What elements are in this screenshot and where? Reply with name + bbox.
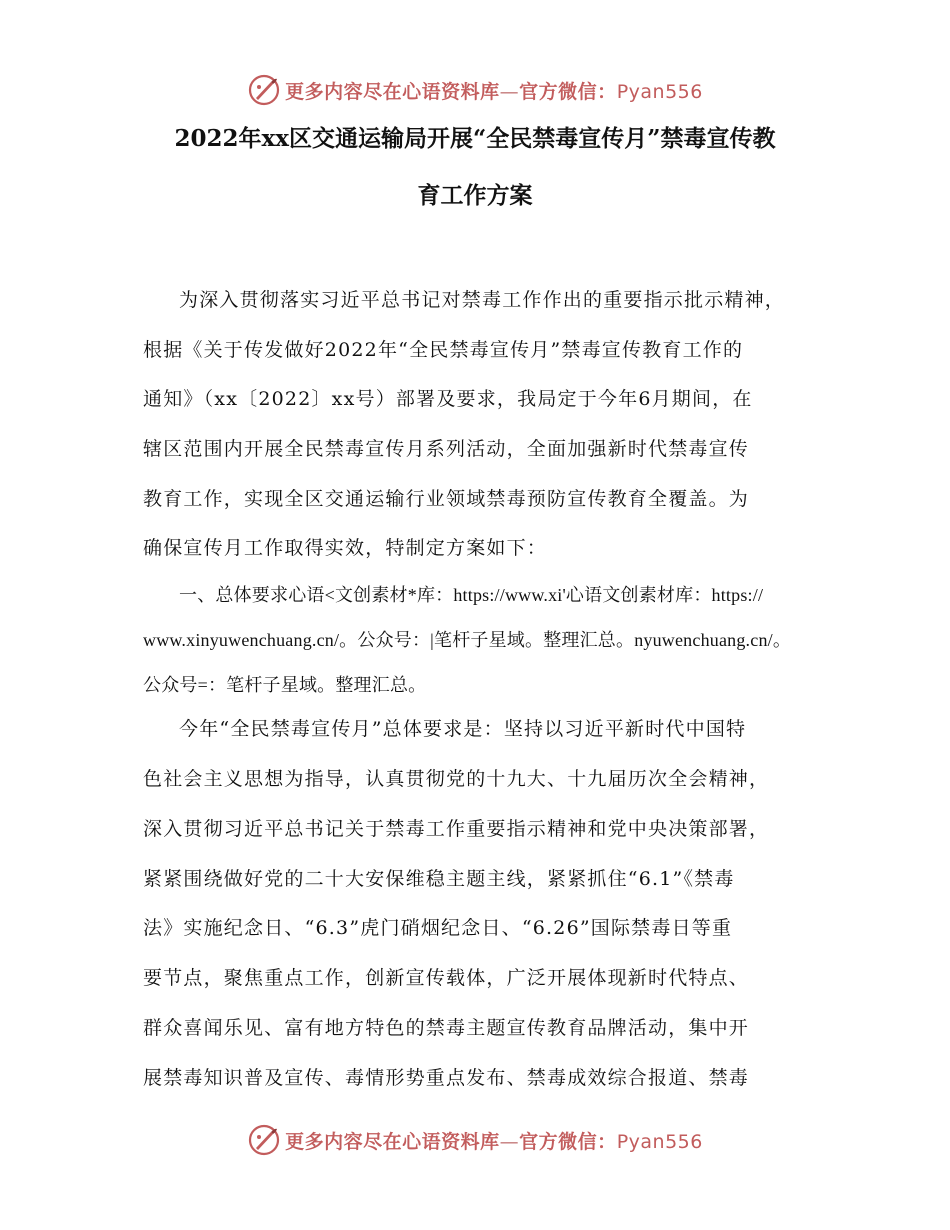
body-line: 要节点，聚焦重点工作，创新宣传载体，广泛开展体现新时代特点、 <box>143 967 750 989</box>
body-line: 群众喜闻乐见、富有地方特色的禁毒主题宣传教育品牌活动，集中开 <box>143 1017 750 1039</box>
quill-logo-icon <box>247 1123 281 1157</box>
body-line: 通知》（xx〔2022〕xx号）部署及要求，我局定于今年6月期间，在 <box>143 388 753 410</box>
watermark-site-name: 更多内容尽在心语资料库 <box>285 1130 500 1153</box>
body-line: 紧紧围绕做好党的二十大安保维稳主题主线，紧紧抓住“6.1”《禁毒 <box>143 868 735 890</box>
header-watermark-banner <box>0 70 950 110</box>
body-line: 公众号=：笔杆子星域。整理汇总。 <box>143 675 427 695</box>
body-line: 辖区范围内开展全民禁毒宣传月系列活动，全面加强新时代禁毒宣传 <box>143 438 750 460</box>
watermark-text <box>285 77 703 104</box>
watermark-handle: Pyan556 <box>616 80 703 103</box>
body-line: 今年“全民禁毒宣传月”总体要求是：坚持以习近平新时代中国特 <box>179 718 747 740</box>
watermark-text <box>285 1127 703 1154</box>
watermark-official-label: 官方微信： <box>519 80 617 103</box>
body-line: 色社会主义思想为指导，认真贯彻党的十九大、十九届历次全会精神， <box>143 768 770 790</box>
watermark-site-name: 更多内容尽在心语资料库 <box>285 80 500 103</box>
watermark-dash: — <box>499 80 520 103</box>
body-line: 为深入贯彻落实习近平总书记对禁毒工作作出的重要指示批示精神， <box>179 289 786 311</box>
quill-logo-icon <box>247 73 281 107</box>
section-heading-line: 一、总体要求心语<文创素材*库：https://www.xi'心语文创素材库：https:// <box>179 585 764 605</box>
body-line: 教育工作，实现全区交通运输行业领域禁毒预防宣传教育全覆盖。为 <box>143 488 750 510</box>
body-line: 确保宣传月工作取得实效，特制定方案如下： <box>143 537 548 559</box>
body-line: 展禁毒知识普及宣传、毒情形势重点发布、禁毒成效综合报道、禁毒 <box>143 1067 750 1089</box>
watermark-dash: — <box>499 1130 520 1153</box>
watermark-handle: Pyan556 <box>616 1130 703 1153</box>
body-line: www.xinyuwenchuang.cn/。公众号：|笔杆子星域。整理汇总。nyuwenchuang.cn/。 <box>143 630 792 650</box>
body-line: 深入贯彻习近平总书记关于禁毒工作重要指示精神和党中央决策部署， <box>143 818 770 840</box>
body-line: 法》实施纪念日、“6.3”虎门硝烟纪念日、“6.26”国际禁毒日等重 <box>143 917 733 939</box>
document-title-line-2: 育工作方案 <box>417 182 533 209</box>
watermark-official-label: 官方微信： <box>519 1130 617 1153</box>
body-line: 根据《关于传发做好2022年“全民禁毒宣传月”禁毒宣传教育工作的 <box>143 339 744 361</box>
document-title-line-1: 2022年xx区交通运输局开展“全民禁毒宣传月”禁毒宣传教 <box>174 125 776 152</box>
footer-watermark-banner <box>0 1120 950 1160</box>
